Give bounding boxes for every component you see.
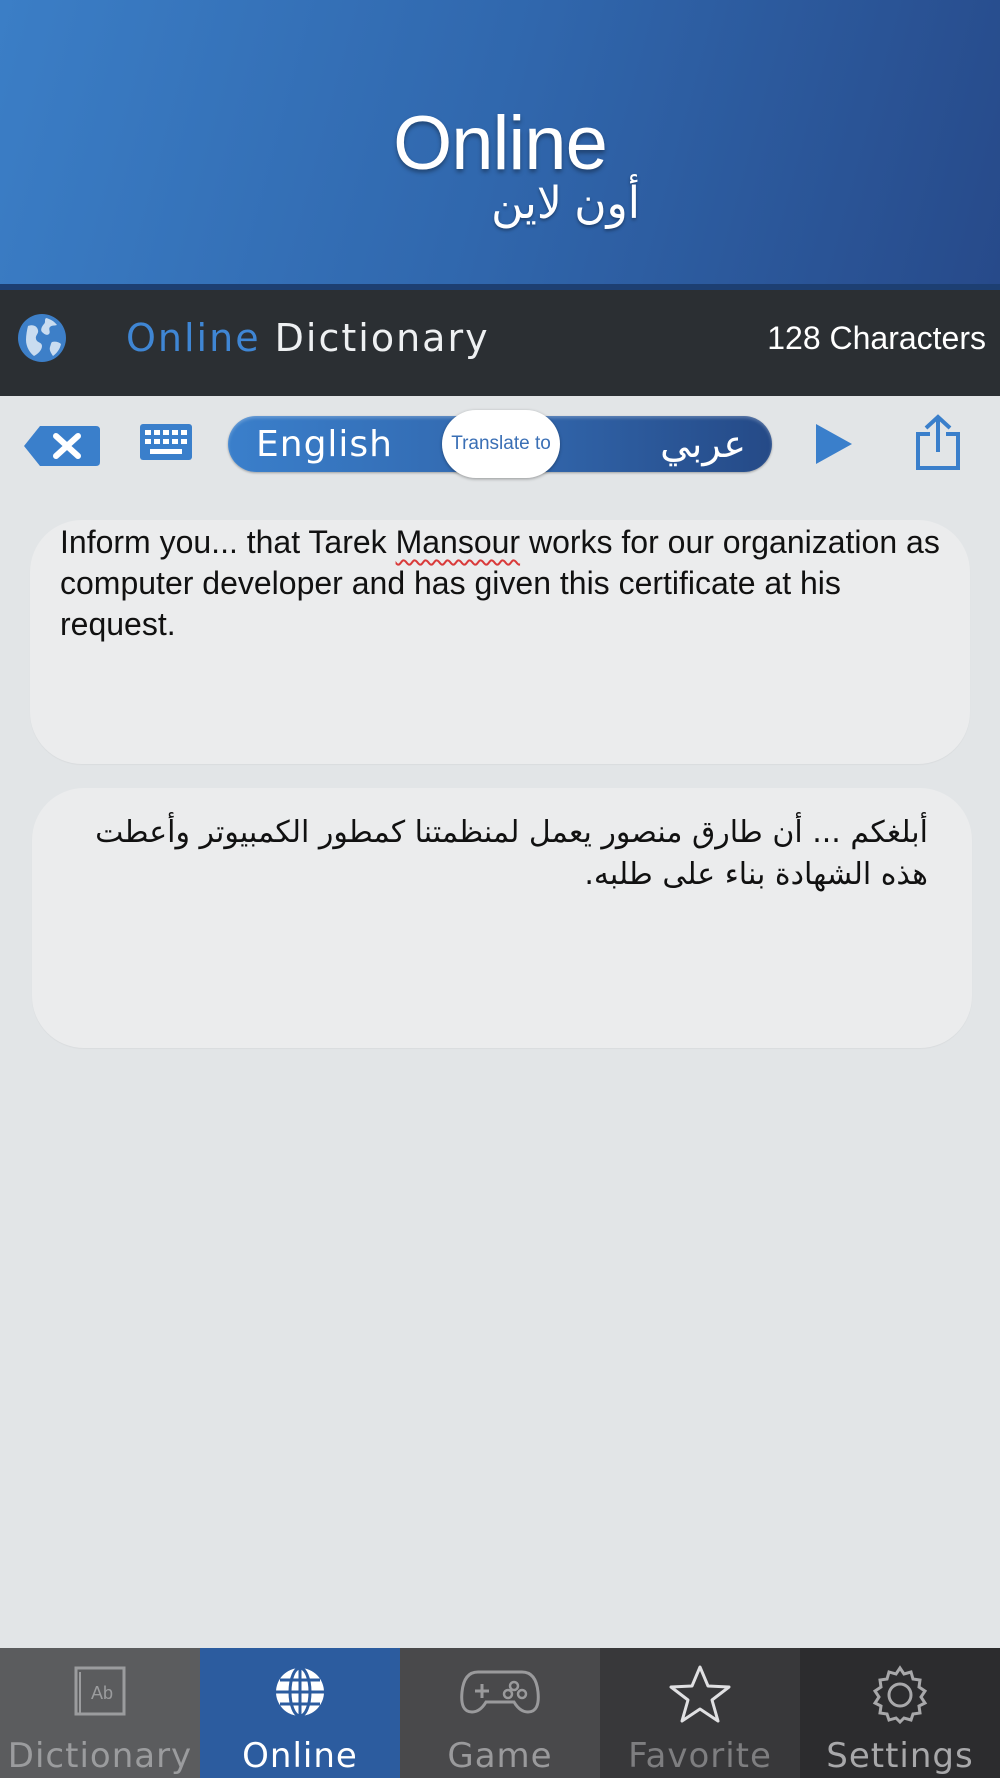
banner-logo-arabic: أون لاين: [491, 179, 640, 228]
tab-bar: [0, 1648, 1000, 1778]
source-text[interactable]: Inform you... that Tarek Mansour works for our organization as computer developer and has given this certificate at his request.: [60, 524, 940, 642]
play-icon[interactable]: [812, 422, 856, 466]
tab-label: Dictionary: [7, 1736, 193, 1776]
svg-text:Ab: Ab: [90, 1683, 114, 1703]
translation-text: أبلغكم ... أن طارق منصور يعمل لمنظمتنا كمطور الكمبيوتر وأعطت هذه الشهادة بناء على طلبه.: [95, 815, 928, 892]
tab-label: Favorite: [628, 1736, 772, 1776]
title-bar: [0, 290, 1000, 396]
tab-dictionary[interactable]: [0, 1648, 200, 1778]
app-title: [126, 316, 490, 360]
gear-icon: [867, 1664, 933, 1724]
globe-icon: [267, 1664, 333, 1720]
globe-icon: [16, 312, 68, 364]
banner-logo-english: Online: [393, 101, 607, 186]
tab-favorite[interactable]: [600, 1648, 800, 1778]
gamepad-icon: [458, 1664, 542, 1720]
clear-icon[interactable]: [22, 424, 102, 468]
tab-game[interactable]: [400, 1648, 600, 1778]
keyboard-icon[interactable]: [140, 424, 192, 460]
tab-settings[interactable]: [800, 1648, 1000, 1778]
dictionary-icon: [72, 1664, 128, 1718]
source-text-box[interactable]: [30, 520, 970, 764]
app-banner: [0, 0, 1000, 284]
character-count: 128 Characters: [767, 320, 986, 356]
tab-label: Online: [242, 1736, 358, 1776]
star-icon: [667, 1664, 733, 1724]
misspelled-word[interactable]: Mansour: [395, 524, 521, 560]
app-title-online: Online: [126, 316, 261, 360]
translation-result-box: [32, 788, 972, 1048]
app-title-dictionary: Dictionary: [274, 316, 490, 360]
tab-label: Game: [447, 1736, 553, 1776]
translate-button[interactable]: Translate to: [442, 410, 560, 478]
tab-label: Settings: [826, 1736, 974, 1776]
toolbar: [0, 396, 1000, 496]
source-language[interactable]: English: [256, 424, 393, 465]
share-icon[interactable]: [912, 414, 964, 472]
language-selector[interactable]: [228, 416, 772, 472]
target-language[interactable]: عربي: [660, 424, 746, 466]
tab-online[interactable]: [200, 1648, 400, 1778]
